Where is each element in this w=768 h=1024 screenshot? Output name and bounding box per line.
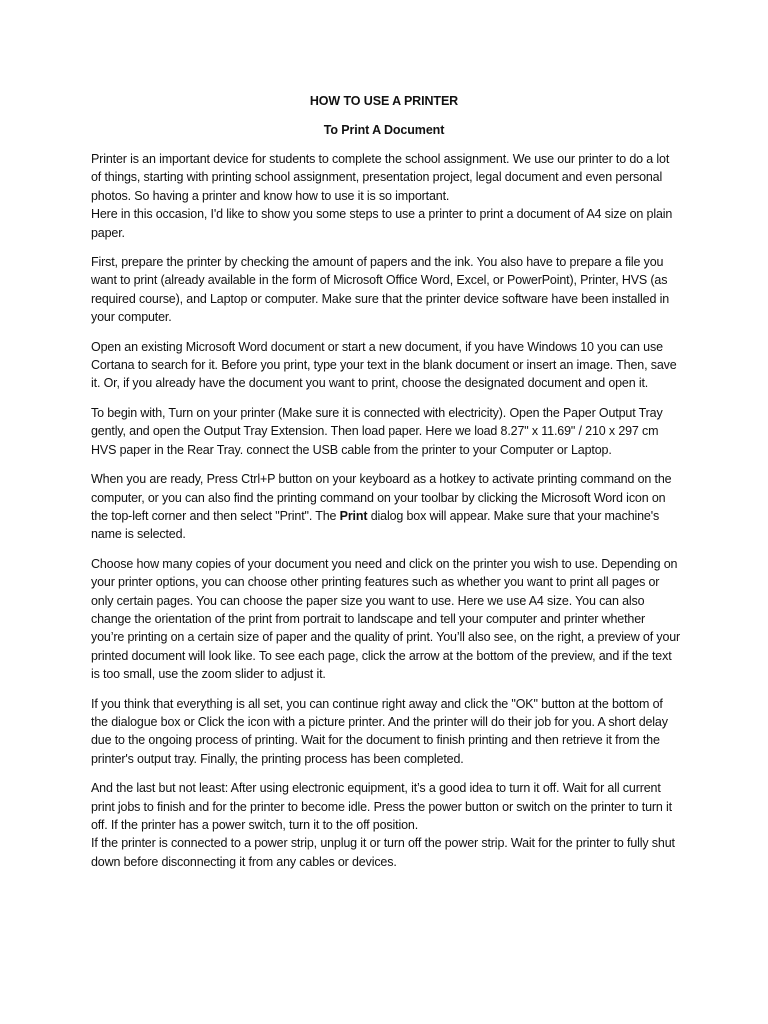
print-dialog-name: Print <box>339 508 368 523</box>
paragraph-print-options: Choose how many copies of your document you need and click on the printer you wish to use. Depending on your printer options, you can choose other printing features such as whether you want to print all pages or only certain pages. You can choose the paper size you want to use. Here we use A4 size. You can also change the orientation of the print from portrait to landscape and tell your computer and printer whether you’re printing on a certain size of paper and the quality of print. You’ll also see, on the right, a preview of your printed document will look like. To see each page, click the arrow at the bottom of the preview, and if the text is too small, use the zoom slider to adjust it. <box>91 556 681 682</box>
paragraph-intro: Printer is an important device for students to complete the school assignment. We use our printer to do a lot of things, starting with printing school assignment, presentation project, legal document and even personal photos. So having a printer and know how to use it is so important. <box>91 152 670 203</box>
paragraph-load-paper: To begin with, Turn on your printer (Make sure it is connected with electricity). Open the Paper Output Tray gently, and open the Output Tray Extension. Then load paper. Here we load 8.27" x 11.69" / 210 x 297 cm HVS paper in the Rear Tray. connect the USB cable from the printer to your Computer or Laptop. <box>91 405 663 457</box>
paragraph-print-command <box>91 470 681 544</box>
print-command-text-before: When you are ready, Press Ctrl+P button on your keyboard as a hotkey to activate printing command on the computer, or you can also find the printing command on your toolbar by clicking the Microsoft Word icon on the top-left corner and then select "Print". The <box>91 472 672 523</box>
paragraph-prepare: First, prepare the printer by checking the amount of papers and the ink. You also have to prepare a file you want to print (already available in the form of Microsoft Office Word, Excel, or PowerPoint), Printer, HVS (as required course), and Laptop or computer. Make sure that the printer device software have been installed in your computer. <box>91 255 670 325</box>
paragraph-turn-off: And the last but not least: After using electronic equipment, it’s a good idea to turn it off. Wait for all current print jobs to finish and for the printer to become idle. Press the power button or switch on the printer to turn it off. If the printer has a power switch, turn it to the off position. <box>91 781 672 832</box>
paragraph-occasion: Here in this occasion, I'd like to show you some steps to use a printer to print a document of A4 size on plain paper. <box>91 207 673 240</box>
document-body <box>91 150 681 882</box>
paragraph-confirm-print: If you think that everything is all set, you can continue right away and click the "OK" button at the bottom of the dialogue box or Click the icon with a picture printer. And the printer will do their job for you. A short delay due to the ongoing process of printing. Wait for the document to finish printing and then retrieve it from the printer's output tray. Finally, the printing process has been completed. <box>91 696 668 766</box>
document-subtitle: To Print A Document <box>323 123 445 137</box>
paragraph-open-document: Open an existing Microsoft Word document or start a new document, if you have Windows 10 you can use Cortana to search for it. Before you print, type your text in the blank document or insert an image. Then, save it. Or, if you already have the document you want to print, choose the designated document and open it. <box>91 339 677 391</box>
paragraph-power-strip: If the printer is connected to a power strip, unplug it or turn off the power strip. Wait for the printer to fully shut down before disconnecting it from any cables or devices. <box>91 836 675 869</box>
document-title: HOW TO USE A PRINTER <box>309 94 459 108</box>
print-command-text-after: dialog box will appear. Make sure that your machine's name is selected. <box>91 508 660 542</box>
